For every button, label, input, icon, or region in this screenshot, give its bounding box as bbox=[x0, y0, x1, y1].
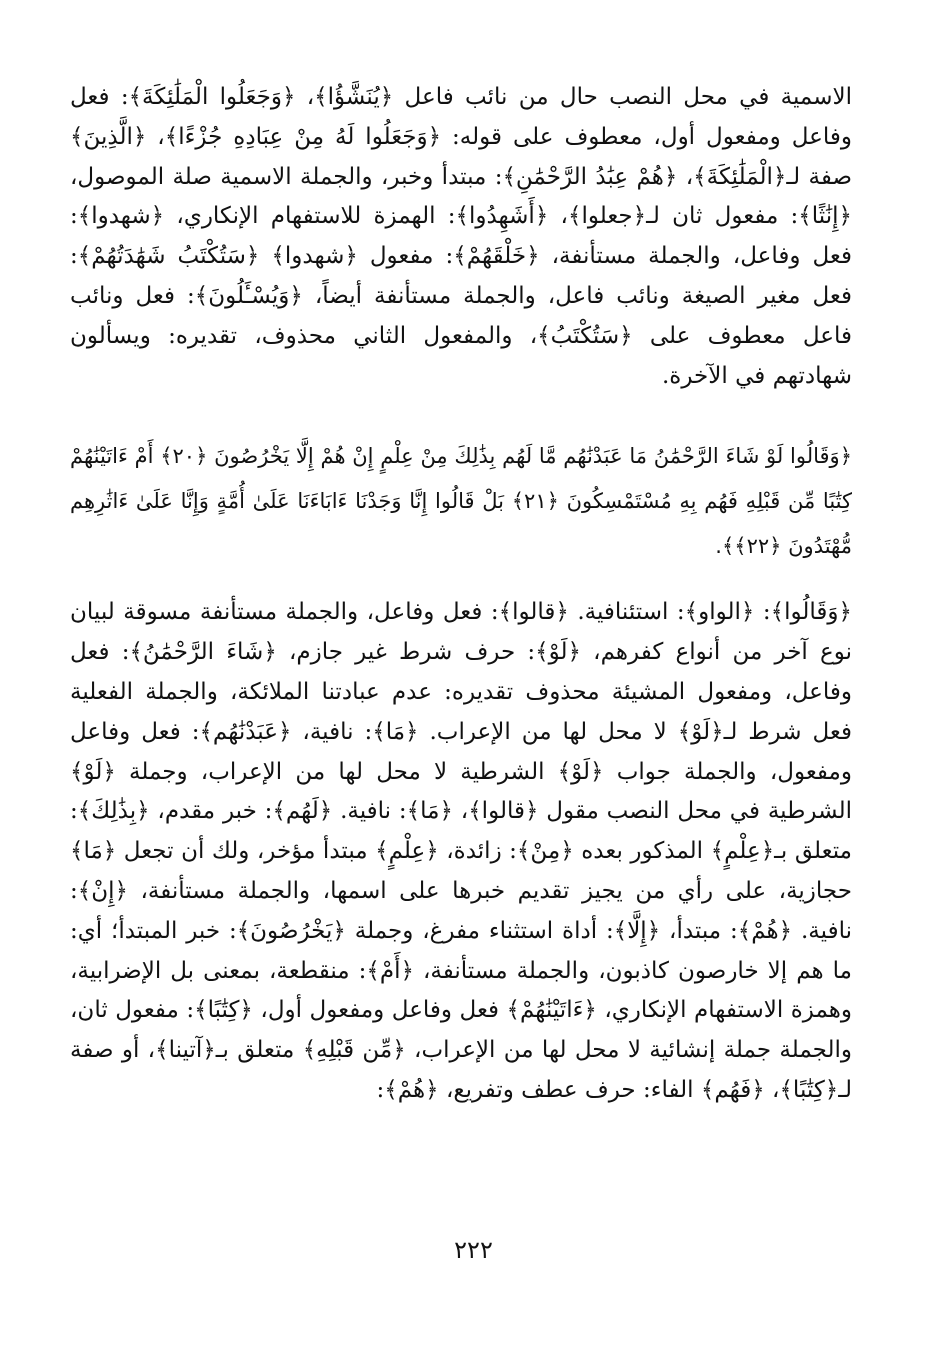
page-body bbox=[70, 78, 852, 1111]
page-number: ٢٢٢ bbox=[454, 1236, 493, 1264]
paragraph-grammar-analysis-2: ﴿وَقَالُوا﴾: ﴿الواو﴾: استئنافية. ﴿قالوا﴾: فعل وفاعل، والجملة مستأنفة مسوقة لبيان نوع آخر من أنواع كفرهم، ﴿لَوْ﴾: حرف شرط غير جازم، ﴿شَاءَ الرَّحْمَٰنُ﴾: فعل وفاعل، ومفعول المشيئة محذوف تقديره: عدم عبادتنا الملائكة، والجملة الفعلية فعل شرط لـ﴿لَوْ﴾ لا محل لها من الإعراب. ﴿مَا﴾: نافية، ﴿عَبَدْنَٰهُم﴾: فعل وفاعل ومفعول، والجملة جواب ﴿لَوْ﴾ الشرطية لا محل لها من الإعراب، وجملة ﴿لَوْ﴾ الشرطية في محل النصب مقول ﴿قالوا﴾، ﴿مَا﴾: نافية. ﴿لَهُم﴾: خبر مقدم، ﴿بِذَٰلِكَ﴾: متعلق بـ﴿عِلْمٍ﴾ المذكور بعده ﴿مِنْ﴾: زائدة، ﴿عِلْمٍ﴾ مبتدأ مؤخر، ولك أن تجعل ﴿مَا﴾ حجازية، على رأي من يجيز تقديم خبرها على اسمها، والجملة مستأنفة، ﴿إِنْ﴾: نافية. ﴿هُمْ﴾: مبتدأ، ﴿إِلَّا﴾: أداة استثناء مفرغ، وجملة ﴿يَخْرُصُونَ﴾: خبر المبتدأ؛ أي: ما هم إلا خارصون كاذبون، والجملة مستأنفة، ﴿أَمْ﴾: منقطعة، بمعنى بل الإضرابية، وهمزة الاستفهام الإنكاري، ﴿ءَاتَيْنَٰهُمْ﴾ فعل وفاعل ومفعول أول، ﴿كِتَٰبًا﴾: مفعول ثان، والجملة جملة إنشائية لا محل لها من الإعراب، ﴿مِّن قَبْلِهِ﴾ متعلق بـ﴿آتينا﴾، أو صفة لـ﴿كِتَٰبًا﴾، ﴿فَهُم﴾ الفاء: حرف عطف وتفريع، ﴿هُمْ﴾: bbox=[70, 599, 852, 1103]
paragraph-grammar-analysis-1: الاسمية في محل النصب حال من نائب فاعل ﴿يُنَشَّؤُا﴾، ﴿وَجَعَلُوا الْمَلَٰئِكَةَ﴾: فعل وفاعل ومفعول أول، معطوف على قوله: ﴿وَجَعَلُوا لَهُ مِنْ عِبَادِهِ جُزْءًا﴾، ﴿الَّذِينَ﴾ صفة لـ﴿الْمَلَٰئِكَةَ﴾، ﴿هُمْ عِبَٰدُ الرَّحْمَٰنِ﴾: مبتدأ وخبر، والجملة الاسمية صلة الموصول، ﴿إِنَٰثًا﴾: مفعول ثان لـ﴿جعلوا﴾، ﴿أَشَهِدُوا﴾: الهمزة للاستفهام الإنكاري، ﴿شهدوا﴾: فعل وفاعل، والجملة مستأنفة، ﴿خَلْقَهُمْ﴾: مفعول ﴿شهدوا﴾ ﴿سَتُكْتَبُ شَهَٰدَتُهُمْ﴾: فعل مغير الصيغة ونائب فاعل، والجملة مستأنفة أيضاً، ﴿وَيُسْـَٔلُونَ﴾: فعل ونائب فاعل معطوف على ﴿سَتُكْتَبُ﴾، والمفعول الثاني محذوف، تقديره: ويسألون شهادتهم في الآخرة. bbox=[70, 84, 852, 389]
quran-verse-block: ﴿وَقَالُوا لَوْ شَاءَ الرَّحْمَٰنُ مَا عَبَدْنَٰهُم مَّا لَهُم بِذَٰلِكَ مِنْ عِلْمٍ إِنْ هُمْ إِلَّا يَخْرُصُونَ ﴿٢٠﴾ أَمْ ءَاتَيْنَٰهُمْ كِتَٰبًا مِّن قَبْلِهِ فَهُم بِهِ مُسْتَمْسِكُونَ ﴿٢١﴾ بَلْ قَالُوا إِنَّا وَجَدْنَا ءَابَاءَنَا عَلَىٰ أُمَّةٍ وَإِنَّا عَلَىٰ ءَاثَٰرِهِم مُّهْتَدُونَ ﴿٢٢﴾﴾. bbox=[70, 444, 853, 559]
